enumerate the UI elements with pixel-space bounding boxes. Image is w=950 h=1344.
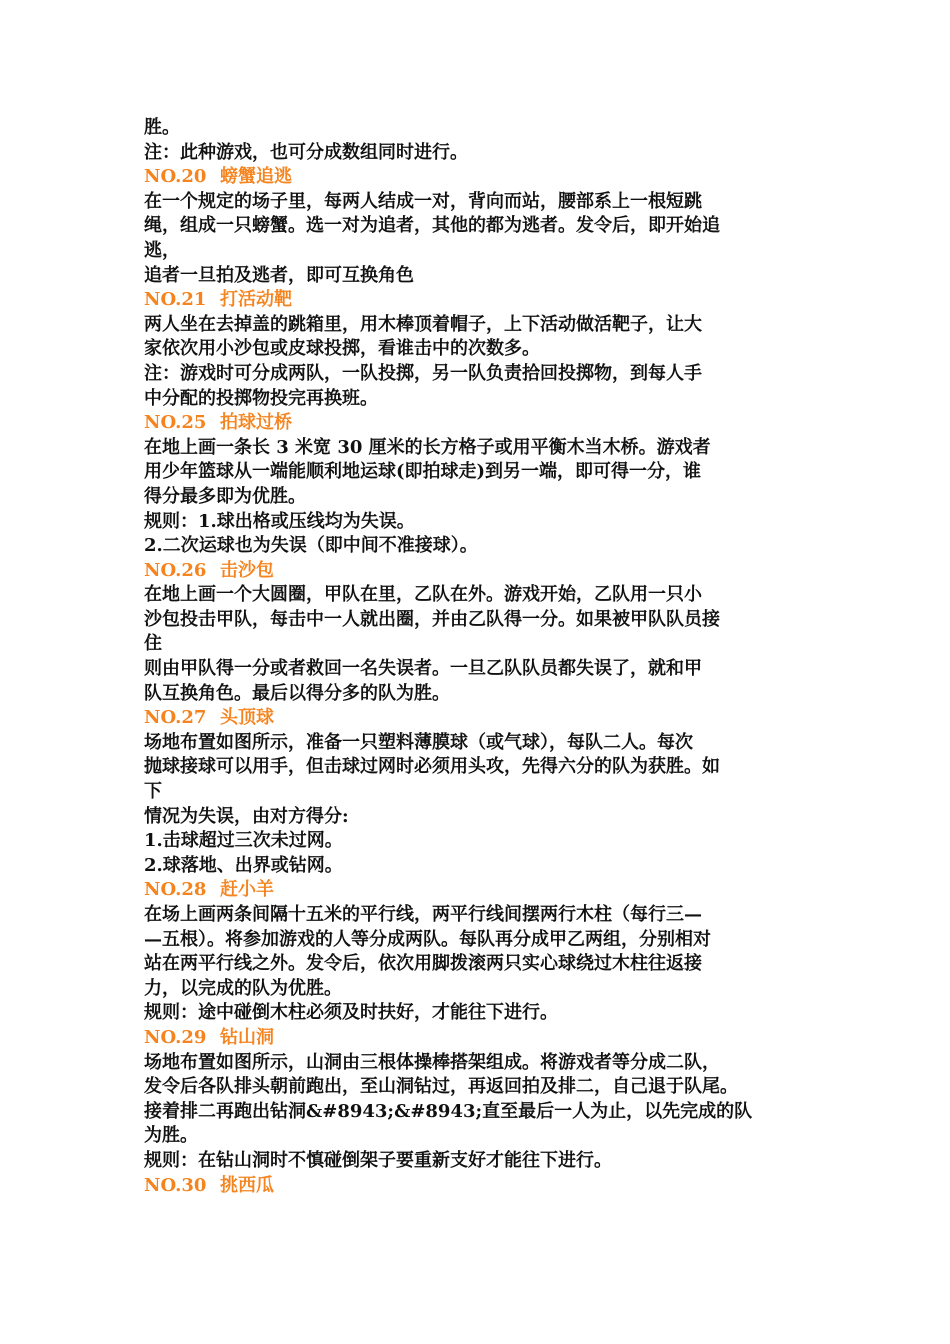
section-number: NO.27 bbox=[144, 707, 207, 729]
body-text-line: 2.二次运球也为失误（即中间不准接球）。 bbox=[144, 535, 478, 557]
body-text-line: 1.击球超过三次未过网。 bbox=[144, 830, 343, 852]
body-text-line: 接着排二再跑出钻洞&#8943;&#8943;直至最后一人为止，以先完成的队 bbox=[144, 1100, 753, 1122]
body-text-line: 则由甲队得一分或者救回一名失误者。一旦乙队队员都失误了，就和甲 bbox=[144, 658, 702, 680]
body-text-line: 在场上画两条间隔十五米的平行线，两平行线间摆两行木柱（每行三— bbox=[144, 904, 702, 925]
body-text-line: 发令后各队排头朝前跑出，至山洞钻过，再返回拍及排二，自己退于队尾。 bbox=[144, 1076, 738, 1098]
body-text-line: 家依次用小沙包或皮球投掷，看谁击中的次数多。 bbox=[144, 338, 540, 360]
body-text-line: 在地上画一条长 3 米宽 30 厘米的长方格子或用平衡木当木桥。游戏者 bbox=[144, 436, 711, 458]
section-number: NO.25 bbox=[144, 412, 207, 434]
body-text-line: 下 bbox=[144, 781, 162, 803]
section-heading bbox=[144, 878, 824, 903]
section-title: 击沙包 bbox=[220, 559, 274, 581]
section-title: 拍球过桥 bbox=[220, 412, 292, 434]
section-title: 赶小羊 bbox=[220, 879, 274, 901]
section-heading bbox=[144, 165, 824, 190]
body-text-line: 沙包投击甲队，每击中一人就出圈，并由乙队得一分。如果被甲队队员接 bbox=[144, 608, 720, 630]
body-text-line: 绳，组成一只螃蟹。选一对为追者，其他的都为逃者。发令后，即开始追 bbox=[144, 215, 720, 237]
section-number: NO.28 bbox=[144, 879, 207, 901]
body-text-line: 力，以完成的队为优胜。 bbox=[144, 977, 342, 999]
body-text-line: —五根）。将参加游戏的人等分成两队。每队再分成甲乙两组，分别相对 bbox=[144, 928, 711, 950]
section-number: NO.26 bbox=[144, 559, 207, 581]
document-page bbox=[144, 116, 824, 1198]
body-text-line: 抛球接球可以用手，但击球过网时必须用头攻，先得六分的队为获胜。如 bbox=[144, 756, 720, 778]
body-text-line: 2.球落地、出界或钻网。 bbox=[144, 854, 343, 876]
body-text-line: 用少年篮球从一端能顺利地运球(即拍球走)到另一端，即可得一分，谁 bbox=[144, 461, 702, 483]
section-title: 打活动靶 bbox=[220, 289, 292, 311]
section-heading bbox=[144, 706, 824, 731]
body-text-line: 情况为失误，由对方得分: bbox=[144, 805, 349, 827]
section-number: NO.21 bbox=[144, 289, 207, 311]
section-number: NO.30 bbox=[144, 1174, 207, 1196]
section-title: 挑西瓜 bbox=[220, 1174, 274, 1196]
body-text-line: 规则：在钻山洞时不慎碰倒架子要重新支好才能往下进行。 bbox=[144, 1149, 612, 1171]
body-text-line: 规则：途中碰倒木柱必须及时扶好，才能往下进行。 bbox=[144, 1002, 558, 1024]
body-text-line: 中分配的投掷物投完再换班。 bbox=[144, 387, 378, 409]
body-text-line: 站在两平行线之外。发令后，依次用脚拨滚两只实心球绕过木柱往返接 bbox=[144, 953, 702, 975]
section-number: NO.20 bbox=[144, 166, 207, 188]
section-heading bbox=[144, 288, 824, 313]
body-text-line: 场地布置如图所示，准备一只塑料薄膜球（或气球），每队二人。每次 bbox=[144, 731, 693, 753]
body-text-line: 规则：1.球出格或压线均为失误。 bbox=[144, 510, 415, 532]
section-heading bbox=[144, 1026, 824, 1051]
body-text-line: 住 bbox=[144, 633, 162, 655]
body-text-line: 胜。 bbox=[144, 117, 180, 138]
body-text-line: 追者一旦拍及逃者，即可互换角色 bbox=[144, 264, 414, 286]
section-title: 头顶球 bbox=[220, 707, 274, 729]
body-text-line: 注：游戏时可分成两队，一队投掷，另一队负责拾回投掷物，到每人手 bbox=[144, 362, 702, 384]
body-text-line: 逃， bbox=[144, 239, 180, 261]
section-number: NO.29 bbox=[144, 1026, 207, 1048]
body-text-line: 为胜。 bbox=[144, 1125, 198, 1147]
body-text-line: 场地布置如图所示，山洞由三根体操棒搭架组成。将游戏者等分成二队， bbox=[144, 1051, 720, 1073]
section-heading bbox=[144, 1174, 824, 1199]
section-title: 钻山洞 bbox=[220, 1026, 274, 1048]
body-text-line: 得分最多即为优胜。 bbox=[144, 485, 306, 507]
body-text-line: 两人坐在去掉盖的跳箱里，用木棒顶着帽子，上下活动做活靶子，让大 bbox=[144, 313, 702, 335]
section-heading bbox=[144, 411, 824, 436]
section-heading bbox=[144, 559, 824, 584]
body-text-line: 在一个规定的场子里，每两人结成一对，背向而站，腰部系上一根短跳 bbox=[144, 190, 702, 212]
section-title: 螃蟹追逃 bbox=[220, 166, 292, 188]
body-text-line: 队互换角色。最后以得分多的队为胜。 bbox=[144, 682, 450, 704]
body-text-line: 注：此种游戏，也可分成数组同时进行。 bbox=[144, 141, 468, 163]
body-text-line: 在地上画一个大圆圈，甲队在里，乙队在外。游戏开始，乙队用一只小 bbox=[144, 584, 702, 606]
